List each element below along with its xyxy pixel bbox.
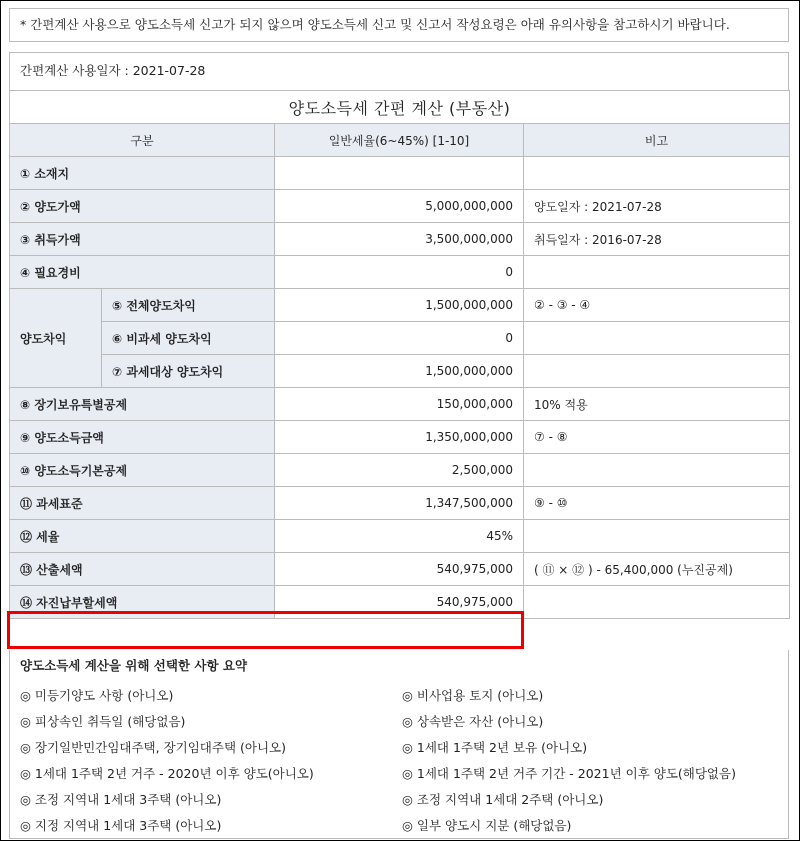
row-label: ② 양도가액	[10, 190, 275, 223]
row-label: ④ 필요경비	[10, 256, 275, 289]
row-label: ⑪ 과세표준	[10, 487, 275, 520]
row-label: ⑦ 과세대상 양도차익	[102, 355, 275, 388]
row-value: 2,500,000	[275, 454, 524, 487]
row-label: ① 소재지	[10, 157, 275, 190]
row-value: 150,000,000	[275, 388, 524, 421]
table-row	[10, 256, 790, 289]
row-value	[275, 157, 524, 190]
row-label: ⑬ 산출세액	[10, 553, 275, 586]
table-title: 양도소득세 간편 계산 (부동산)	[10, 91, 790, 124]
row-remark: 양도일자 : 2021-07-28	[524, 190, 790, 223]
summary-item-right: ◎ 일부 양도시 지분 (해당없음)	[402, 818, 572, 833]
selection-summary	[9, 650, 789, 839]
table-row	[10, 157, 790, 190]
row-label: ⑤ 전체양도차익	[102, 289, 275, 322]
row-label: ⑫ 세율	[10, 520, 275, 553]
header-row	[10, 124, 790, 157]
summary-item-left: ◎ 조정 지역내 1세대 3주택 (아니오)	[20, 792, 222, 807]
table-row	[10, 454, 790, 487]
notice-text: * 간편계산 사용으로 양도소득세 신고가 되지 않으며 양도소득세 신고 및 신고서 작성요령은 아래 유의사항을 참고하시기 바랍니다.	[20, 17, 730, 32]
row-value: 0	[275, 256, 524, 289]
row-remark	[524, 454, 790, 487]
row-value: 540,975,000	[275, 586, 524, 619]
header-rate: 일반세율(6~45%) [1-10]	[275, 124, 524, 157]
table-row	[10, 289, 790, 322]
table-row	[10, 223, 790, 256]
header-remarks: 비고	[524, 124, 790, 157]
table-row	[10, 355, 790, 388]
table-row	[10, 322, 790, 355]
use-date-text: 간편계산 사용일자 : 2021-07-28	[20, 63, 206, 78]
summary-item-right: ◎ 조정 지역내 1세대 2주택 (아니오)	[402, 792, 604, 807]
summary-item-left: ◎ 피상속인 취득일 (해당없음)	[20, 714, 186, 729]
row-value: 540,975,000	[275, 553, 524, 586]
table-row	[10, 520, 790, 553]
summary-item-left: ◎ 지정 지역내 1세대 3주택 (아니오)	[20, 818, 222, 833]
summary-item-left: ◎ 미등기양도 사항 (아니오)	[20, 688, 174, 703]
summary-item-right: ◎ 비사업용 토지 (아니오)	[402, 688, 544, 703]
row-remark: ⑦ - ⑧	[524, 421, 790, 454]
row-value: 45%	[275, 520, 524, 553]
use-date-row	[9, 52, 789, 90]
summary-item-left: ◎ 1세대 1주택 2년 거주 - 2020년 이후 양도(아니오)	[20, 766, 314, 781]
group-label-gain: 양도차익	[10, 289, 102, 388]
row-remark	[524, 322, 790, 355]
row-label: ⑭ 자진납부할세액	[10, 586, 275, 619]
row-label: ⑥ 비과세 양도차익	[102, 322, 275, 355]
row-label: ⑧ 장기보유특별공제	[10, 388, 275, 421]
row-remark: ( ⑪ × ⑫ ) - 65,400,000 (누진공제)	[524, 553, 790, 586]
row-remark	[524, 586, 790, 619]
table-row	[10, 388, 790, 421]
row-remark: ⑨ - ⑩	[524, 487, 790, 520]
table-row	[10, 553, 790, 586]
table-row	[10, 487, 790, 520]
row-label: ⑨ 양도소득금액	[10, 421, 275, 454]
row-value: 1,347,500,000	[275, 487, 524, 520]
row-label: ③ 취득가액	[10, 223, 275, 256]
row-remark	[524, 256, 790, 289]
summary-title: 양도소득세 계산을 위해 선택한 사항 요약	[20, 658, 248, 673]
summary-item-right: ◎ 1세대 1주택 2년 보유 (아니오)	[402, 740, 588, 755]
row-value: 5,000,000,000	[275, 190, 524, 223]
table-row	[10, 421, 790, 454]
row-value: 3,500,000,000	[275, 223, 524, 256]
tax-calc-table	[9, 90, 790, 619]
row-remark: 취득일자 : 2016-07-28	[524, 223, 790, 256]
summary-item-right: ◎ 1세대 1주택 2년 거주 기간 - 2021년 이후 양도(해당없음)	[402, 766, 736, 781]
header-category: 구분	[10, 124, 275, 157]
row-remark: ② - ③ - ④	[524, 289, 790, 322]
row-remark	[524, 355, 790, 388]
summary-item-right: ◎ 상속받은 자산 (아니오)	[402, 714, 544, 729]
table-row-final-tax	[10, 586, 790, 619]
row-remark: 10% 적용	[524, 388, 790, 421]
table-row	[10, 190, 790, 223]
row-value: 0	[275, 322, 524, 355]
row-value: 1,500,000,000	[275, 289, 524, 322]
row-remark	[524, 520, 790, 553]
title-row	[10, 91, 790, 124]
row-remark	[524, 157, 790, 190]
notice-banner	[9, 8, 789, 42]
summary-item-left: ◎ 장기일반민간임대주택, 장기임대주택 (아니오)	[20, 740, 286, 755]
row-value: 1,350,000,000	[275, 421, 524, 454]
row-label: ⑩ 양도소득기본공제	[10, 454, 275, 487]
row-value: 1,500,000,000	[275, 355, 524, 388]
